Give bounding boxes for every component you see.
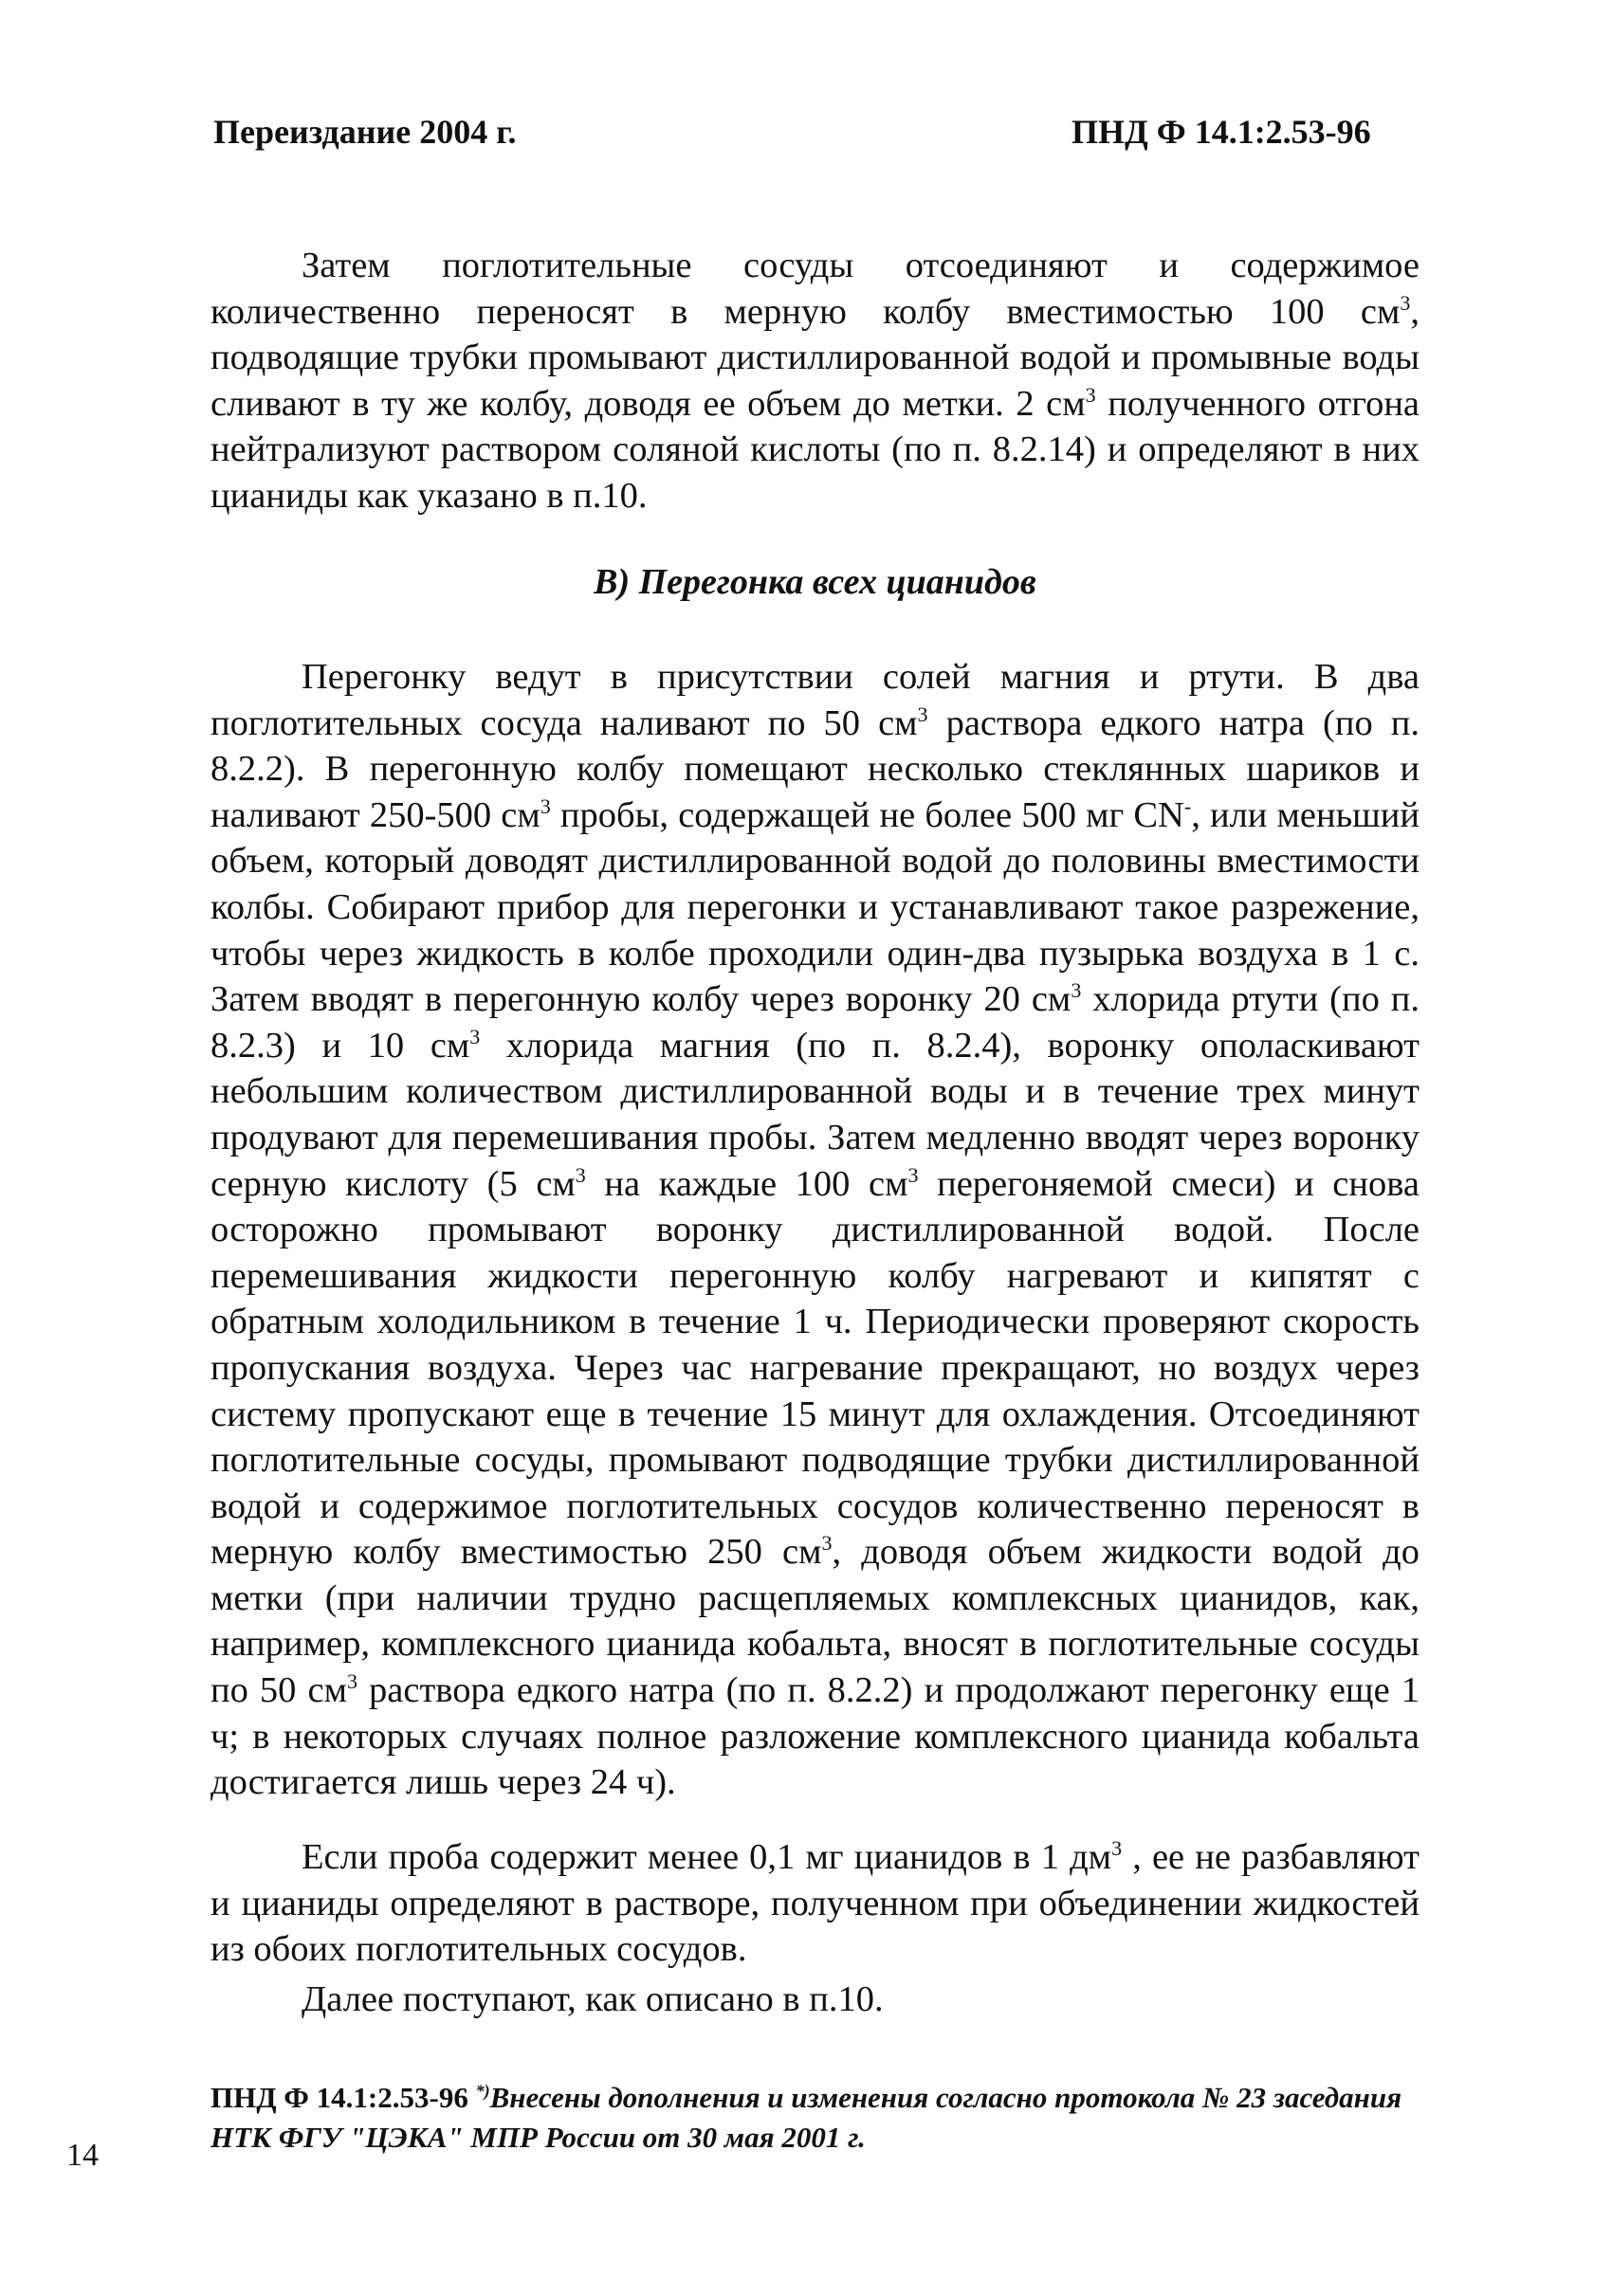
paragraph-distillation	[211, 654, 1420, 1806]
superscript: 3	[821, 1531, 833, 1556]
text-run: Если проба содержит менее 0,1 мг цианидов в 1 дм	[302, 1837, 1112, 1877]
text-run: Далее поступают, как описано в п.10.	[302, 1979, 884, 2019]
footnote-marker: *)	[475, 2081, 490, 2101]
paragraph-next-step	[211, 1977, 1420, 2023]
paragraph-low-concentration	[211, 1834, 1420, 1973]
text-run: , подводящие трубки промывают дистиллированной водой и промывные воды сливают в ту же колбу, доводя ее объем до метки. 2 см	[211, 291, 1420, 424]
text-run: раствора едкого натра (по п. 8.2.2). В перегонную колбу помещают несколько стеклянных шариков и наливают 250-500 см	[211, 702, 1420, 835]
text-run: полученного отгона нейтрализуют раствором соляной кислоты (по п. 8.2.14) и определяют в них цианиды как указано в п.10.	[211, 383, 1420, 516]
text-run: , доводя объем жидкости водой до метки (при наличии трудно расщепляемых комплексных цианидов, как, например, комплексного цианида кобальта, вносят в поглотительные сосуды по 50 см	[211, 1532, 1420, 1711]
superscript: 3	[1111, 1836, 1123, 1861]
footnote-text: Внесены дополнения и изменения согласно протокола № 23 заседания НТК ФГУ "ЦЭКА" МПР России от 30 мая 2001 г.	[211, 2081, 1402, 2154]
superscript: 3	[917, 702, 928, 726]
text-run: хлорида магния (по п. 8.2.4), воронку ополаскивают небольшим количеством дистиллированной воды и в течение трех минут продувают для перемешивания пробы. Затем медленно вводят через воронку серную кислоту (5 см	[211, 1025, 1420, 1204]
text-run: раствора едкого натра (по п. 8.2.2) и продолжают перегонку еще 1 ч; в некоторых случаях полное разложение комплексного цианида кобальта достигается лишь через 24 ч).	[211, 1670, 1420, 1803]
header-edition: Переиздание 2004 г.	[213, 113, 517, 151]
footnote	[211, 2078, 1405, 2158]
section-subheading: В) Перегонка всех цианидов	[594, 562, 1036, 602]
text-run: пробы, содержащей не более 500 мг CN	[550, 794, 1184, 835]
superscript: 3	[540, 793, 551, 818]
superscript: 3	[346, 1669, 357, 1694]
superscript: 3	[469, 1024, 481, 1048]
superscript: -	[1183, 793, 1192, 818]
superscript: 3	[1085, 382, 1096, 407]
superscript: 3	[1071, 978, 1082, 1003]
text-run: на каждые 100 см	[585, 1163, 908, 1204]
text-run: перегоняемой смеси) и снова осторожно промывают воронку дистиллированной водой. После перемешивания жидкости перегонную колбу нагревают и кипятят с обратным холодильником в течение 1 ч. Периодически проверяют скорость пропускания воздуха. Через час нагревание прекращают, но воздух через систему пропускают еще в течение 15 минут для охлаждения. Отсоединяют поглотительные сосуды, промывают подводящие трубки дистиллированной водой и содержимое поглотительных сосудов количественно переносят в мерную колбу вместимостью 250 см	[211, 1163, 1420, 1573]
text-run: хлорида ртути (по п. 8.2.3) и 10 см	[211, 979, 1420, 1066]
paragraph-transfer	[211, 243, 1420, 519]
superscript: 3	[907, 1162, 919, 1187]
superscript: 3	[575, 1162, 586, 1187]
header-document-code: ПНД Ф 14.1:2.53-96	[1072, 113, 1371, 151]
text-run: , или меньший объем, который доводят дистиллированной водой до половины вместимости колбы. Собирают прибор для перегонки и устанавливают такое разрежение, чтобы через жидкость в колбе проходили один-два пузырька воздуха в 1 с. Затем вводят в перегонную колбу через воронку 20 см	[211, 794, 1420, 1020]
text-run: Затем поглотительные сосуды отсоединяют и содержимое количественно переносят в мерную колбу вместимостью 100 см	[211, 246, 1420, 332]
text-run: , ее не разбавляют и цианиды определяют в растворе, полученном при объединении жидкостей из обоих поглотительных сосудов.	[211, 1837, 1420, 1970]
page-number: 14	[66, 2138, 99, 2173]
footnote-code: ПНД Ф 14.1:2.53-96	[211, 2081, 476, 2114]
superscript: 3	[1400, 290, 1411, 315]
text-run: Перегонку ведут в присутствии солей магния и ртути. В два поглотительных сосуда наливают по 50 см	[211, 657, 1420, 743]
